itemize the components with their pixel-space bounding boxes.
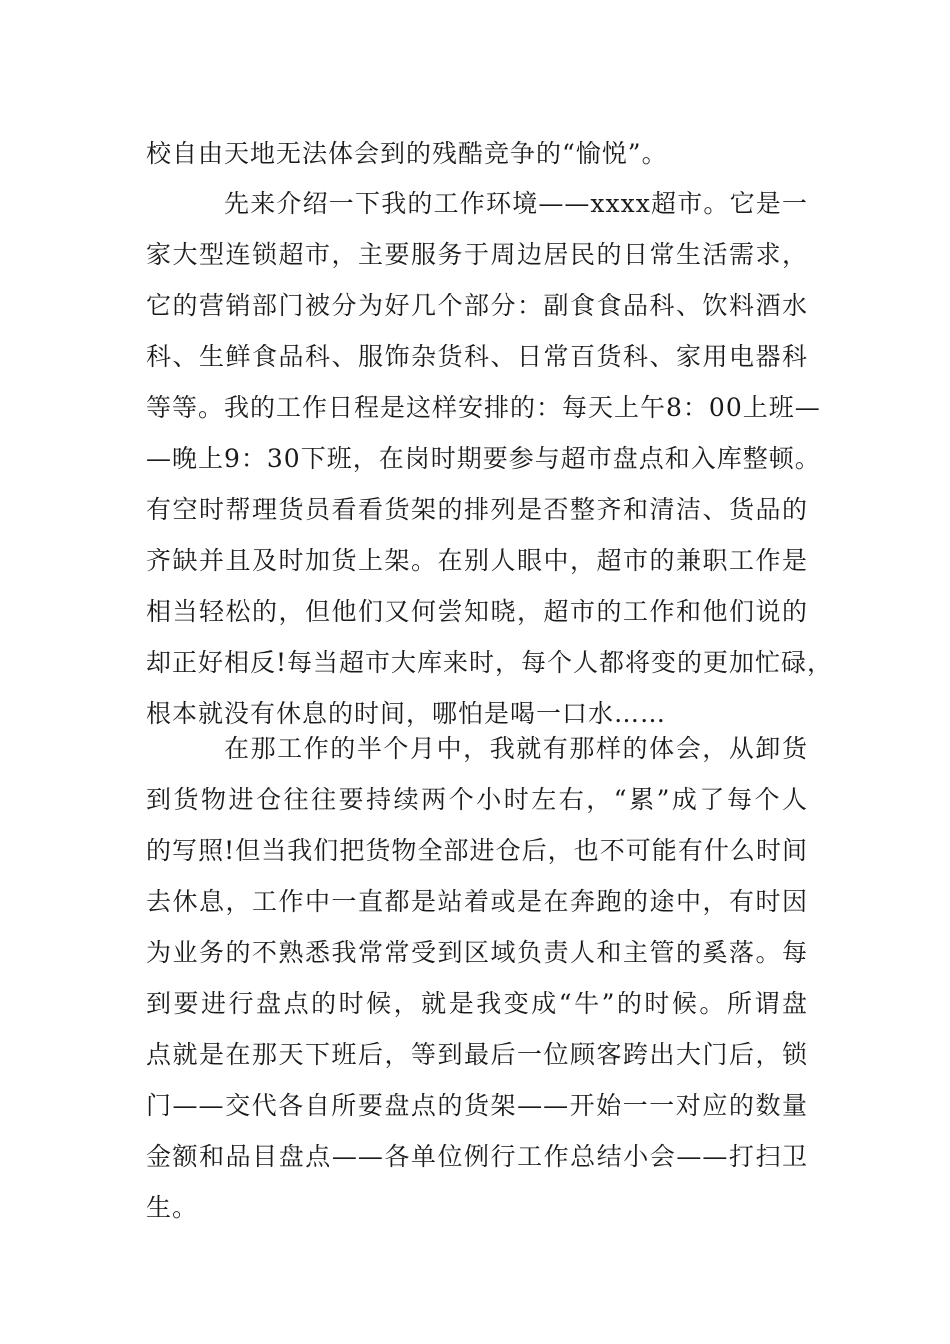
paragraph-half-month-experience bbox=[146, 723, 808, 1233]
text-line: 根本就没有休息的时间，哪怕是喝一口水…… bbox=[146, 699, 667, 728]
text-line: —晚上9：30下班，在岗时期要参与超市盘点和入库整顿。 bbox=[146, 444, 821, 473]
text-line: 等等。我的工作日程是这样安排的：每天上午8：00上班— bbox=[146, 393, 821, 422]
paragraph-work-environment bbox=[146, 178, 834, 739]
text-line: 金额和品目盘点——各单位例行工作总结小会——打扫卫 bbox=[146, 1142, 808, 1171]
text-line: 相当轻松的，但他们又何尝知晓，超市的工作和他们说的 bbox=[146, 597, 808, 626]
text-line: 先来介绍一下我的工作环境——xxxx超市。它是一 bbox=[224, 189, 808, 218]
text-line: 为业务的不熟悉我常常受到区域负责人和主管的奚落。每 bbox=[146, 938, 808, 967]
text-line: 点就是在那天下班后，等到最后一位顾客跨出大门后，锁 bbox=[146, 1040, 808, 1069]
text-line: 去休息，工作中一直都是站着或是在奔跑的途中，有时因 bbox=[146, 887, 808, 916]
text-line: 门——交代各自所要盘点的货架——开始一一对应的数量 bbox=[146, 1091, 808, 1120]
text-line: 生。 bbox=[146, 1193, 199, 1222]
text-line: 校自由天地无法体会到的残酷竞争的“愉悦”。 bbox=[146, 139, 668, 168]
text-line: 的写照!但当我们把货物全部进仓后，也不可能有什么时间 bbox=[146, 836, 808, 865]
text-line: 它的营销部门被分为好几个部分：副食食品科、饮料酒水 bbox=[146, 291, 808, 320]
text-line: 齐缺并且及时加货上架。在别人眼中，超市的兼职工作是 bbox=[146, 546, 808, 575]
text-line: 在那工作的半个月中，我就有那样的体会，从卸货 bbox=[224, 734, 808, 763]
text-line: 有空时帮理货员看看货架的排列是否整齐和清洁、货品的 bbox=[146, 495, 808, 524]
text-line: 家大型连锁超市，主要服务于周边居民的日常生活需求， bbox=[146, 240, 808, 269]
paragraph-continuation bbox=[146, 128, 808, 179]
text-line: 科、生鲜食品科、服饰杂货科、日常百货科、家用电器科 bbox=[146, 342, 808, 371]
text-line: 却正好相反!每当超市大库来时，每个人都将变的更加忙碌， bbox=[146, 648, 834, 677]
text-line: 到要进行盘点的时候，就是我变成“牛”的时候。所谓盘 bbox=[146, 989, 808, 1018]
text-line: 到货物进仓往往要持续两个小时左右，“累”成了每个人 bbox=[146, 785, 808, 814]
